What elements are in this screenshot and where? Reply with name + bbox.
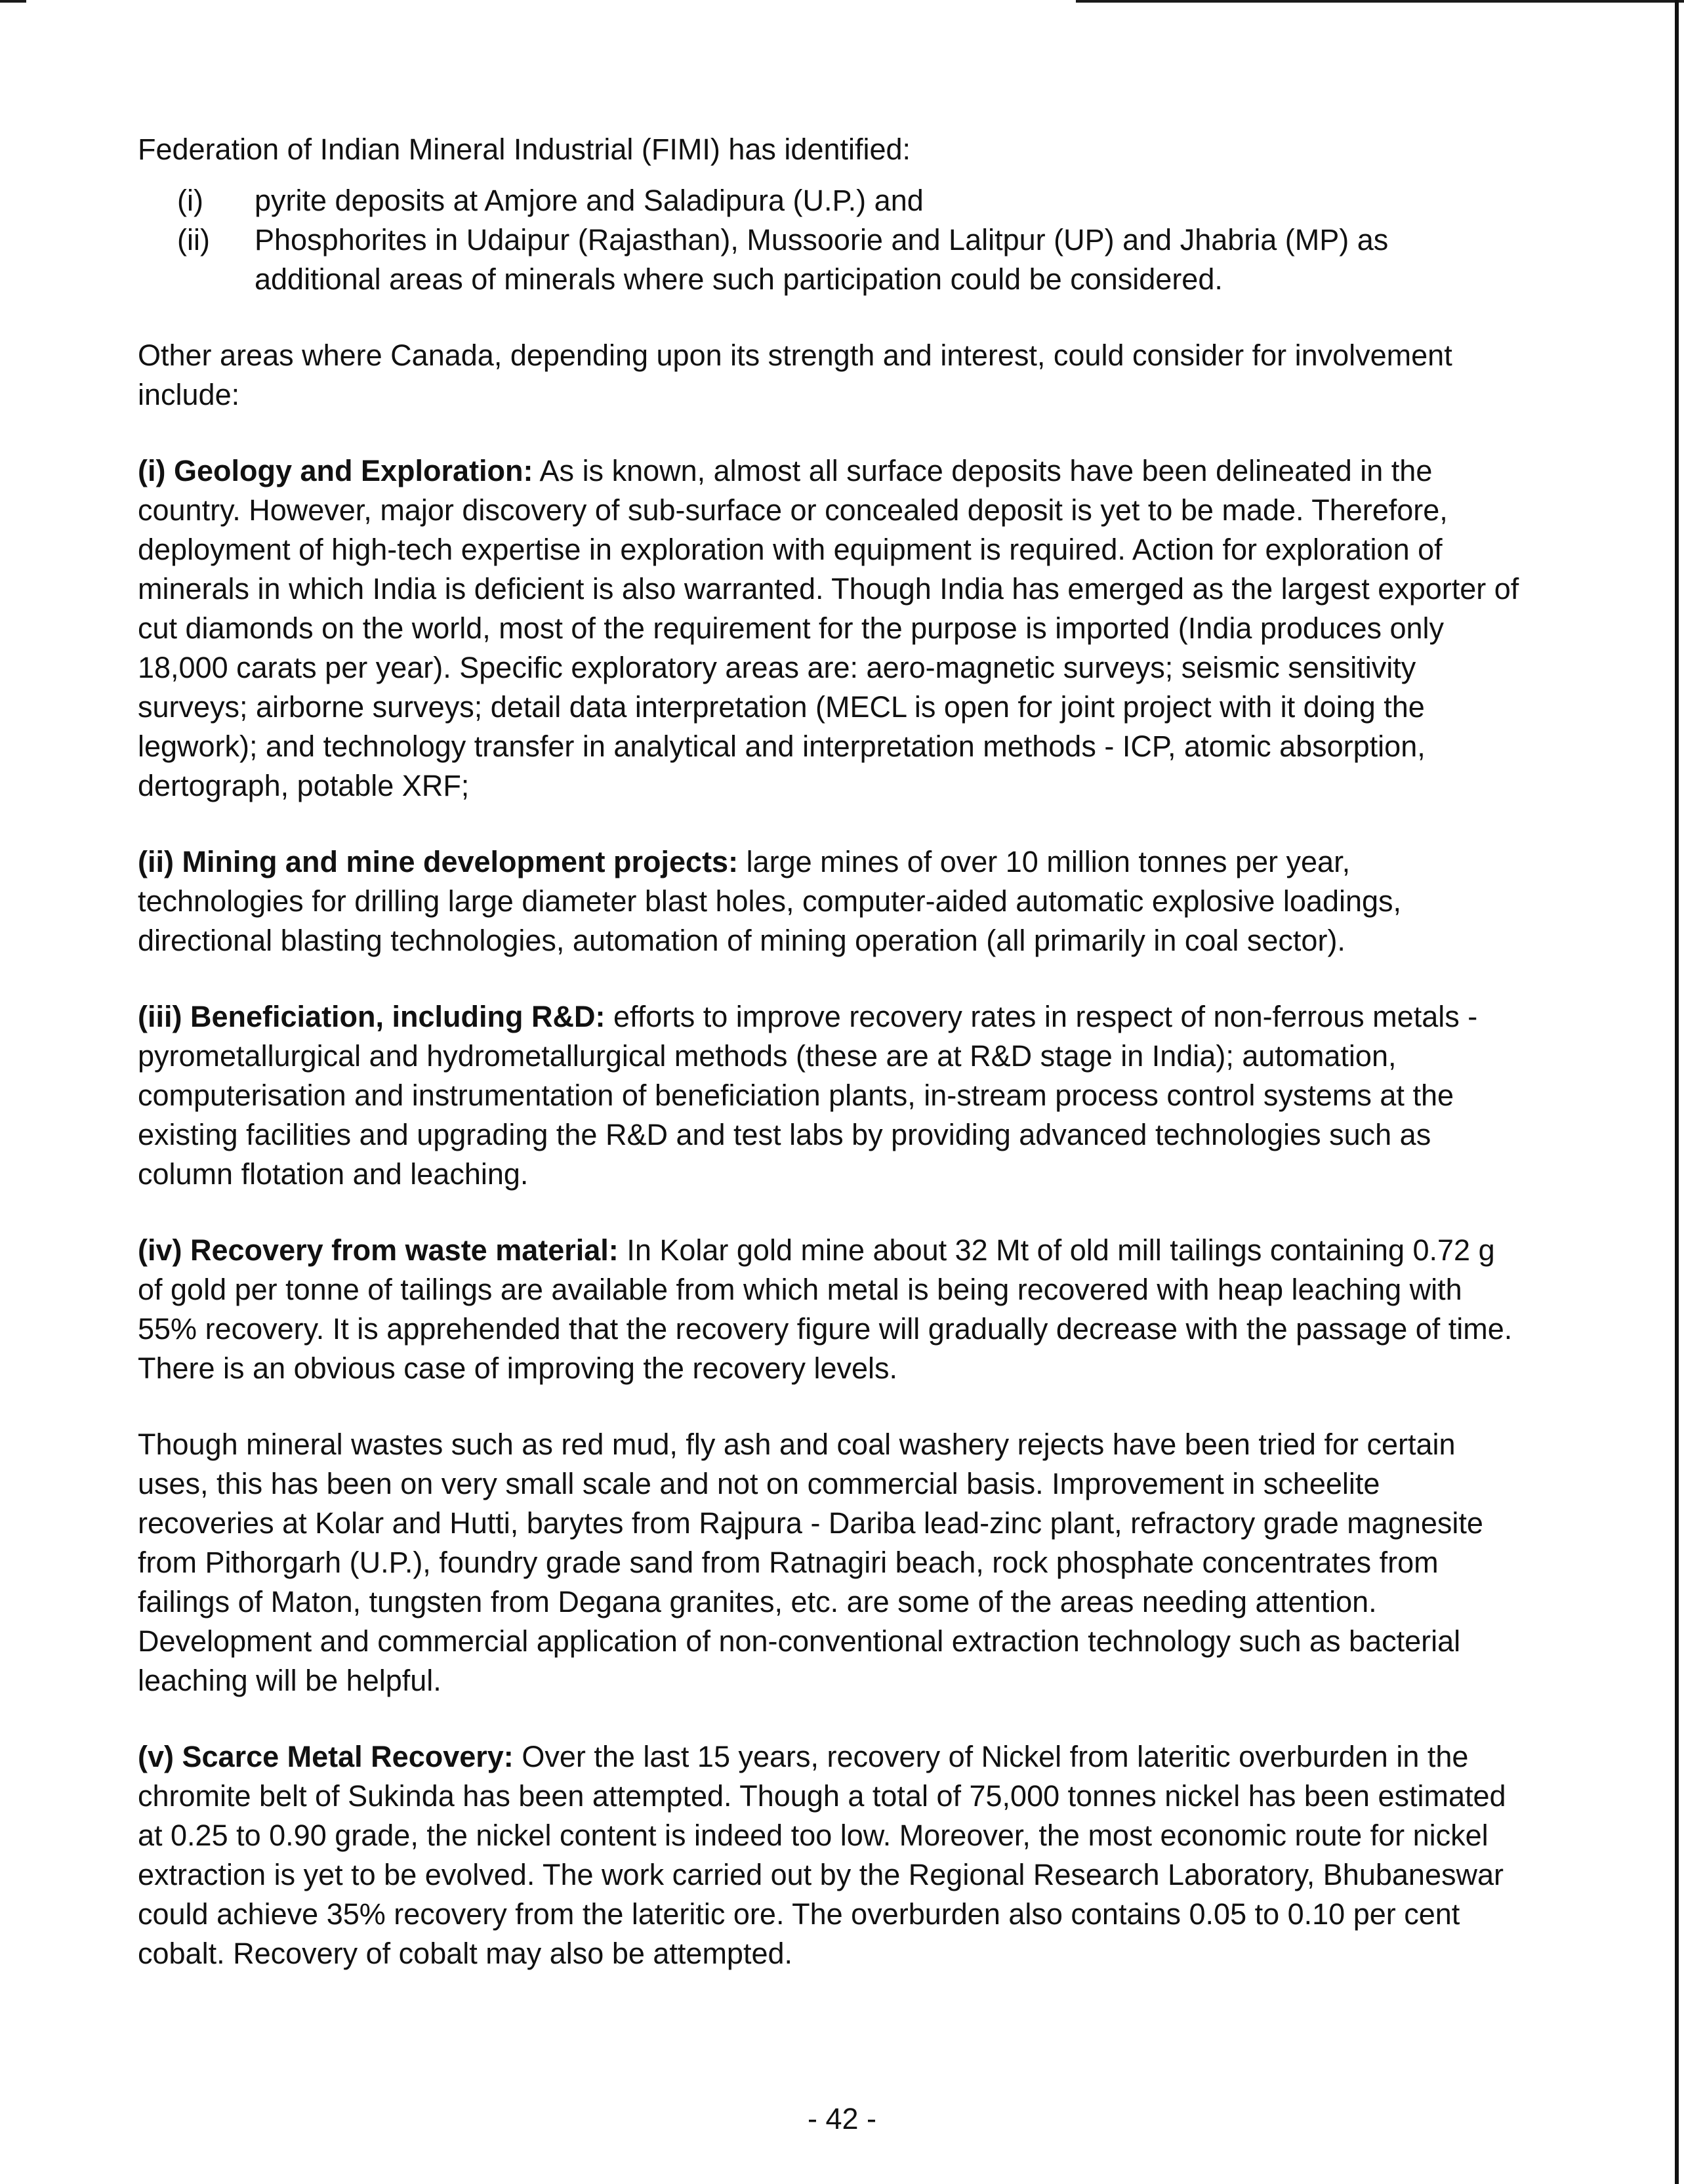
list-item <box>138 220 1522 299</box>
list-marker: (ii) <box>177 223 210 257</box>
document-body <box>138 130 1522 2010</box>
section-heading: (iv) Recovery from waste material: <box>138 1233 619 1267</box>
intro-paragraph: Federation of Indian Mineral Industrial (FIMI) has identified: <box>138 133 911 166</box>
section-body: As is known, almost all surface deposits have been delineated in the country. However, major discovery of sub-surface or concealed deposit is yet to be made. Therefore, deployment of high-tech expertise in exploration with equipment is required. Action for exploration of minerals in which India is deficient is also warranted. Though India has emerged as the largest exporter of cut diamonds on the world, most of the requirement for the purpose is imported (India produces only 18,000 carats per year). Specific exploratory areas are: aero-magnetic surveys; seismic sensitivity surveys; airborne surveys; detail data interpretation (MECL is open for joint project with it doing the legwork); and technology transfer in analytical and interpretation methods - ICP, atomic absorption, dertograph, potable XRF; <box>138 454 1519 802</box>
section-mining <box>138 842 1522 960</box>
page-number: - 42 - <box>807 2102 877 2135</box>
list-item-text: Phosphorites in Udaipur (Rajasthan), Mussoorie and Lalitpur (UP) and Jhabria (MP) as additional areas of minerals where such participation could be considered. <box>255 223 1389 296</box>
section-body: In Kolar gold mine about 32 Mt of old mill tailings containing 0.72 g of gold per tonne of tailings are available from which metal is being recovered with heap leaching with 55% recovery. It is apprehended that the recovery figure will gradually decrease with the passage of time. There is an obvious case of improving the recovery levels. <box>138 1233 1513 1385</box>
other-areas-paragraph: Other areas where Canada, depending upon its strength and interest, could consider for involvement include: <box>138 339 1452 411</box>
identified-list <box>138 181 1522 299</box>
section-body: large mines of over 10 million tonnes per year, technologies for drilling large diameter blast holes, computer-aided automatic explosive loadings, directional blasting technologies, automation of mining operation (all primarily in coal sector). <box>138 845 1402 957</box>
section-heading: (ii) Mining and mine development projects: <box>138 845 739 878</box>
section-body: efforts to improve recovery rates in respect of non-ferrous metals - pyrometallurgical and hydrometallurgical methods (these are at R&D stage in India); automation, computerisation and instrumentation of beneficiation plants, in-stream process control systems at the existing facilities and upgrading the R&D and test labs by providing advanced technologies such as column flotation and leaching. <box>138 1000 1478 1191</box>
section-waste-recovery <box>138 1231 1522 1388</box>
section-heading: (v) Scarce Metal Recovery: <box>138 1740 514 1773</box>
section-body: Over the last 15 years, recovery of Nickel from lateritic overburden in the chromite belt of Sukinda has been attempted. Though a total of 75,000 tonnes nickel has been estimated at 0.25 to 0.90 grade, the nickel content is indeed too low. Moreover, the most economic route for nickel extraction is yet to be evolved. The work carried out by the Regional Research Laboratory, Bhubaneswar could achieve 35% recovery from the lateritic ore. The overburden also contains 0.05 to 0.10 per cent cobalt. Recovery of cobalt may also be attempted. <box>138 1740 1506 1970</box>
scan-edge-mark <box>0 0 26 3</box>
section-geology <box>138 451 1522 806</box>
section-beneficiation <box>138 997 1522 1194</box>
scan-edge-mark <box>1076 0 1684 3</box>
section-scarce-metal <box>138 1737 1522 1973</box>
list-item <box>138 181 1522 220</box>
waste-paragraph: Though mineral wastes such as red mud, fly ash and coal washery rejects have been tried for certain uses, this has been on very small scale and not on commercial basis. Improvement in scheelite recoveries at Kolar and Hutti, barytes from Rajpura - Dariba lead-zinc plant, refractory grade magnesite from Pithorgarh (U.P.), foundry grade sand from Ratnagiri beach, rock phosphate concentrates from failings of Maton, tungsten from Degana granites, etc. are some of the areas needing attention. Development and commercial application of non-conventional extraction technology such as bacterial leaching will be helpful. <box>138 1428 1483 1697</box>
list-item-text: pyrite deposits at Amjore and Saladipura (U.P.) and <box>255 184 924 217</box>
scan-edge-mark <box>1675 0 1679 2184</box>
list-marker: (i) <box>177 184 203 217</box>
section-heading: (iii) Beneficiation, including R&D: <box>138 1000 606 1033</box>
section-heading: (i) Geology and Exploration: <box>138 454 533 487</box>
